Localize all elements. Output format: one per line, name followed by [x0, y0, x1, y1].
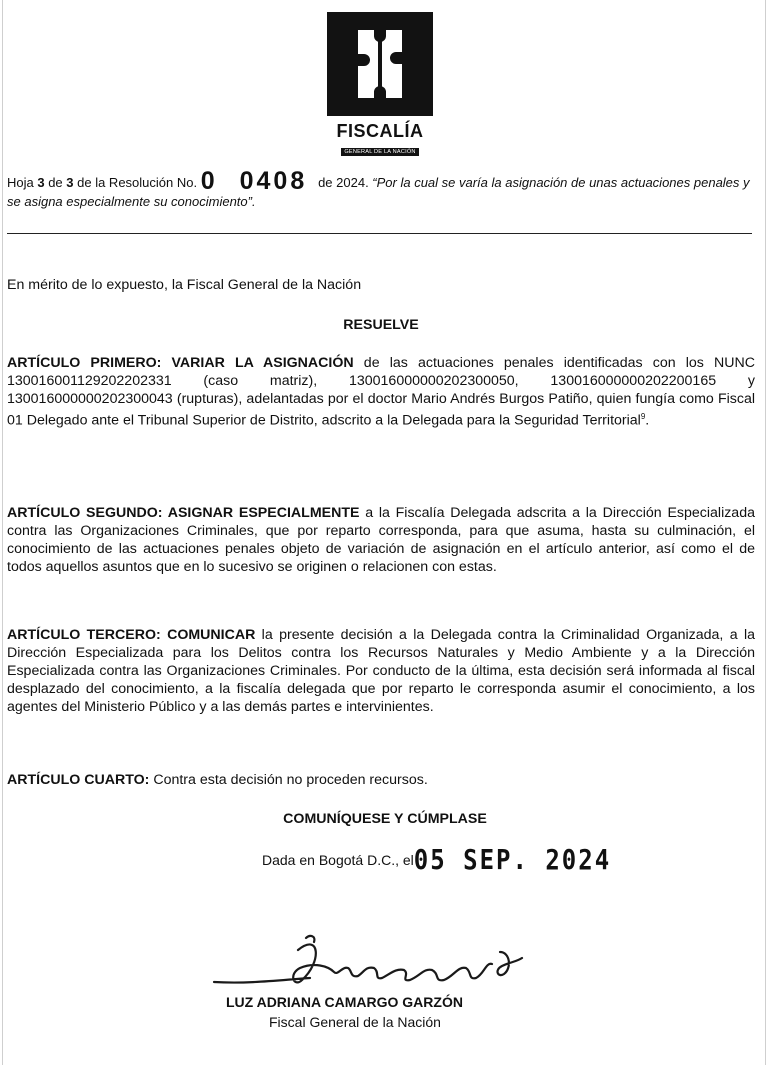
footnote-marker: 9 — [640, 412, 646, 421]
resolution-year: de 2024. — [318, 175, 373, 190]
logo-title: FISCALÍA — [336, 121, 424, 141]
de-label: de — [44, 175, 67, 190]
article-1-heading: ARTÍCULO PRIMERO: VARIAR LA ASIGNACIÓN — [7, 355, 354, 371]
article-3-heading: ARTÍCULO TERCERO: COMUNICAR — [7, 627, 256, 643]
resolution-number-prefix: 0 — [200, 167, 218, 195]
puzzle-piece-icon — [327, 12, 433, 116]
signer-title: Fiscal General de la Nación — [269, 1014, 441, 1030]
resolution-subject: “Por la cual se varía la asignación de unas actuaciones penales y se asigna especialmente su conocimiento”. — [7, 175, 750, 209]
handwritten-signature — [210, 922, 570, 1002]
intro-paragraph: En mérito de lo expuesto, la Fiscal General de la Nación — [7, 277, 362, 293]
page-total: 3 — [66, 175, 74, 190]
article-2 — [7, 504, 755, 576]
resuelve-heading: RESUELVE — [343, 317, 419, 333]
logo-subtitle: GENERAL DE LA NACIÓN — [341, 148, 418, 156]
article-4 — [7, 771, 755, 789]
dada-en-label: Dada en Bogotá D.C., el — [262, 852, 414, 868]
article-1: ARTÍCULO PRIMERO: VARIAR LA ASIGNACIÓN de las actuaciones penales identificadas con los NUNC 130016001129202202331 (caso matriz), 130016000000202300050, 130016000000202200165 y 130016000000202300043 (rupturas), adelantadas por el doctor Mario Andrés Burgos Patiño, quien fungía como Fiscal 01 Delegado ante el Tribunal Superior de Distrito, adscrito a la Delegada para la Seguridad Territorial$^9$. — [7, 355, 756, 429]
hoja-label: Hoja — [7, 175, 38, 190]
closing-formula: COMUNÍQUESE Y CÚMPLASE — [283, 811, 487, 827]
header-divider — [7, 233, 752, 234]
article-1-text: de las actuaciones penales identificadas con los NUNC 130016001129202202331 (caso matriz), 130016000000202300050, 130016000000202200165 y 130016000000202300043 (rupturas), adelantadas por el doctor Mario Andrés Burgos Patiño, quien fungía como Fiscal 01 Delegado ante el Tribunal Superior de Distrito, adscrito a la Delegada para la Seguridad Territorial — [7, 355, 756, 429]
article-2-text: a la Fiscalía Delegada adscrita a la Dirección Especializada contra las Organizaciones Criminales, que por reparto corresponda, para que asuma, hasta su culminación, el conocimiento de las actuaciones penales objeto de variación de asignación en el artículo anterior, así como el de todos aquellos asuntos que en lo sucesivo se originen o relacionen con estas. — [7, 505, 755, 575]
date-line — [262, 843, 612, 877]
resolucion-label: de la Resolución No. — [73, 175, 201, 190]
page-number: 3 — [37, 175, 45, 190]
article-4-text: Contra esta decisión no proceden recursos. — [149, 772, 428, 788]
article-4-heading: ARTÍCULO CUARTO: — [7, 772, 150, 788]
article-3 — [7, 626, 755, 716]
signer-name: LUZ ADRIANA CAMARGO GARZÓN — [226, 994, 463, 1010]
date-stamp: 05 SEP. 2024 — [413, 843, 612, 877]
article-3-text: la presente decisión a la Delegada contra la Criminalidad Organizada, a la Dirección Especializada para los Delitos contra los Recursos Naturales y Medio Ambiente y a la Dirección Especializada contra las Organizaciones Criminales. Por conducto de la última, esta decisión será informada al fiscal desplazado del conocimiento, a la fiscalía delegada que por reparto le corresponda asumir el conocimiento, a los agentes del Ministerio Público y a las demás partes e intervinientes. — [7, 627, 755, 715]
resolution-number: 0408 — [239, 167, 308, 195]
fiscalia-logo — [327, 12, 433, 158]
article-2-heading: ARTÍCULO SEGUNDO: ASIGNAR ESPECIALMENTE — [7, 505, 360, 521]
page-header — [7, 167, 755, 211]
